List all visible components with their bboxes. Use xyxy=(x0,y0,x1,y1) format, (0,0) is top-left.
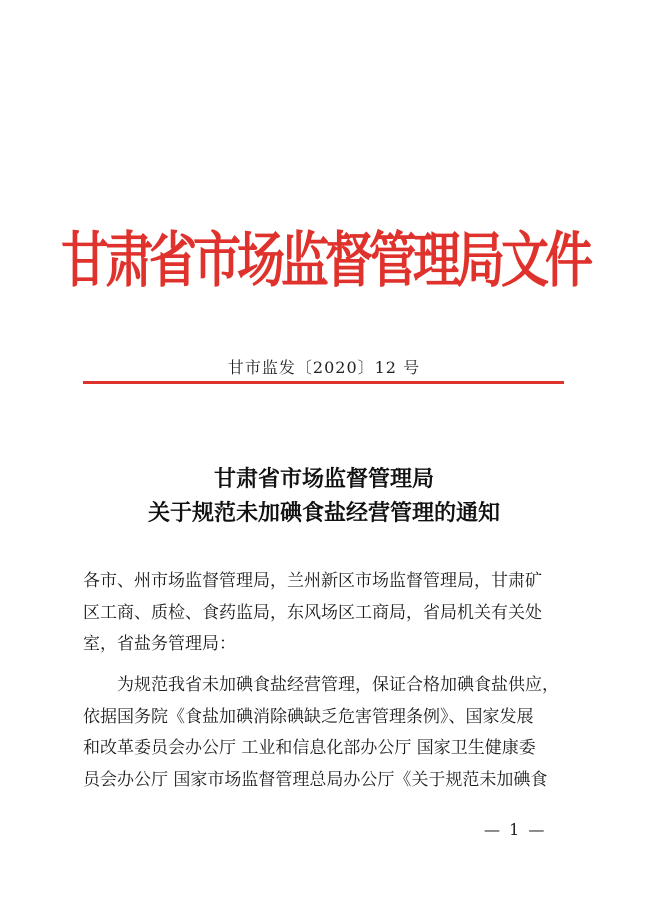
page-number: — 1 — xyxy=(484,820,547,839)
document-number: 甘市监发〔2020〕12 号 xyxy=(227,358,421,377)
paragraph-line: 依据国务院《食盐加碘消除碘缺乏危害管理条例》、国家发展 xyxy=(83,706,534,727)
addressee-line: 室，省盐务管理局： xyxy=(83,634,236,654)
paragraph-line: 和改革委员会办公厅 工业和信息化部办公厅 国家卫生健康委 xyxy=(83,738,536,758)
addressee-line: 区工商、质检、食药监局，东风场区工商局，省局机关有关处 xyxy=(83,602,542,623)
body-paragraph xyxy=(83,670,567,796)
notice-title-line-2: 关于规范未加碘食盐经营管理的通知 xyxy=(147,500,500,526)
addressee-line: 各市、州市场监督管理局，兰州新区市场监督管理局，甘肃矿 xyxy=(83,571,542,591)
paragraph-line: 为规范我省未加碘食盐经营管理，保证合格加碘食盐供应， xyxy=(117,675,559,695)
notice-title-line-1: 甘肃省市场监督管理局 xyxy=(213,466,434,492)
document-header-title: 甘肃省市场监督管理局文件 xyxy=(60,225,589,296)
notice-title xyxy=(0,462,648,530)
addressee-block xyxy=(83,566,567,661)
red-divider-line xyxy=(83,381,564,384)
paragraph-line: 员会办公厅 国家市场监督管理总局办公厅《关于规范未加碘食 xyxy=(83,769,548,790)
